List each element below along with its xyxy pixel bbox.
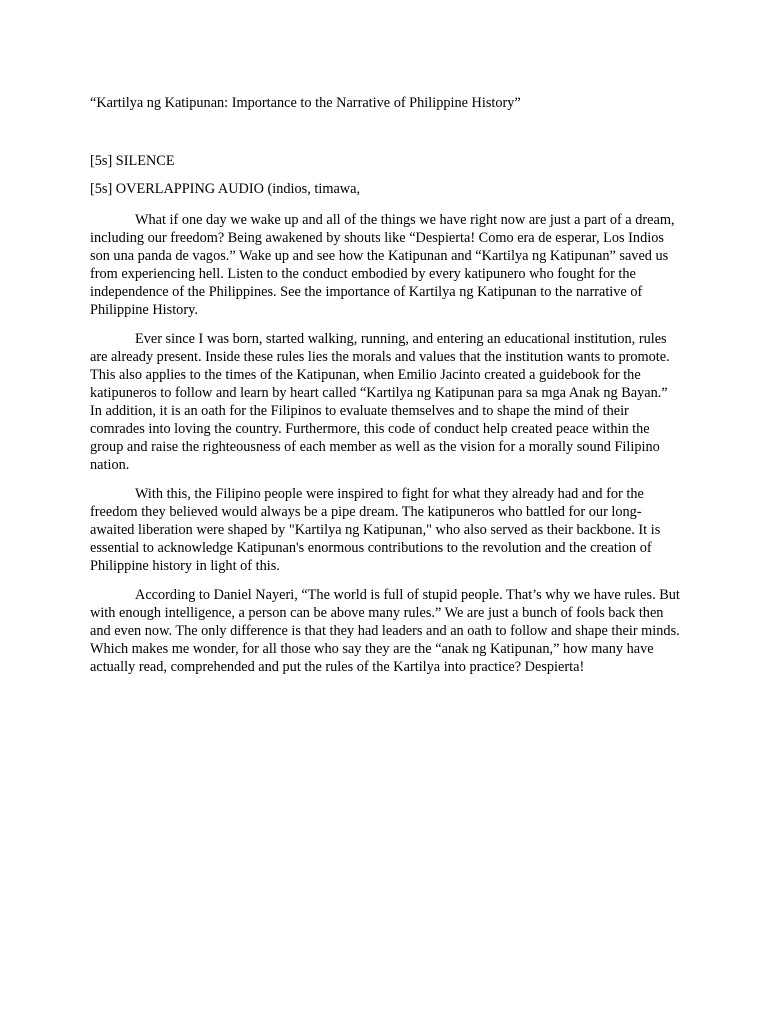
paragraph-rules: Ever since I was born, started walking, running, and entering an educational institution, rules are already present. Inside these rules lies the morals and values that the institution wants to promote. This also applies to the times of the Katipunan, when Emilio Jacinto created a guidebook for the katipuneros to follow and learn by heart called “Kartilya ng Katipunan para sa mga Anak ng Bayan.” In addition, it is an oath for the Filipinos to evaluate themselves and to shape the mind of their comrades into loving the country. Furthermore, this code of conduct help created peace within the group and raise the righteousness of each member as well as the vision for a morally sound Filipino nation. <box>90 331 670 473</box>
paragraph-inspiration: With this, the Filipino people were inspired to fight for what they already had and for the freedom they believed would always be a pipe dream. The katipuneros who battled for our long-awaited liberation were shaped by "Kartilya ng Katipunan," who also served as their backbone. It is essential to acknowledge Katipunan's enormous contributions to the revolution and the creation of Philippine history in light of this. <box>90 486 661 574</box>
audio-cue-overlapping: [5s] OVERLAPPING AUDIO (indios, timawa, <box>90 181 361 197</box>
document-body <box>90 94 680 687</box>
paragraph-conclusion: According to Daniel Nayeri, “The world is full of stupid people. That’s why we have rules. But with enough intelligence, a person can be above many rules.” We are just a bunch of fools back then and even now. The only difference is that they had leaders and an oath to follow and shape their minds. Which makes me wonder, for all those who say they are the “anak ng Katipunan,” how many have actually read, comprehended and put the rules of the Kartilya into practice? Despierta! <box>90 587 680 675</box>
audio-cue-silence: [5s] SILENCE <box>90 153 175 169</box>
paragraph-intro: What if one day we wake up and all of the things we have right now are just a part of a dream, including our freedom? Being awakened by shouts like “Despierta! Como era de esperar, Los Indios son una panda de vagos.” Wake up and see how the Katipunan and “Kartilya ng Katipunan” saved us from experiencing hell. Listen to the conduct embodied by every katipunero who fought for the independence of the Philippines. See the importance of Kartilya ng Katipunan to the narrative of Philippine History. <box>90 212 675 318</box>
document-title: “Kartilya ng Katipunan: Importance to the Narrative of Philippine History” <box>90 95 521 111</box>
